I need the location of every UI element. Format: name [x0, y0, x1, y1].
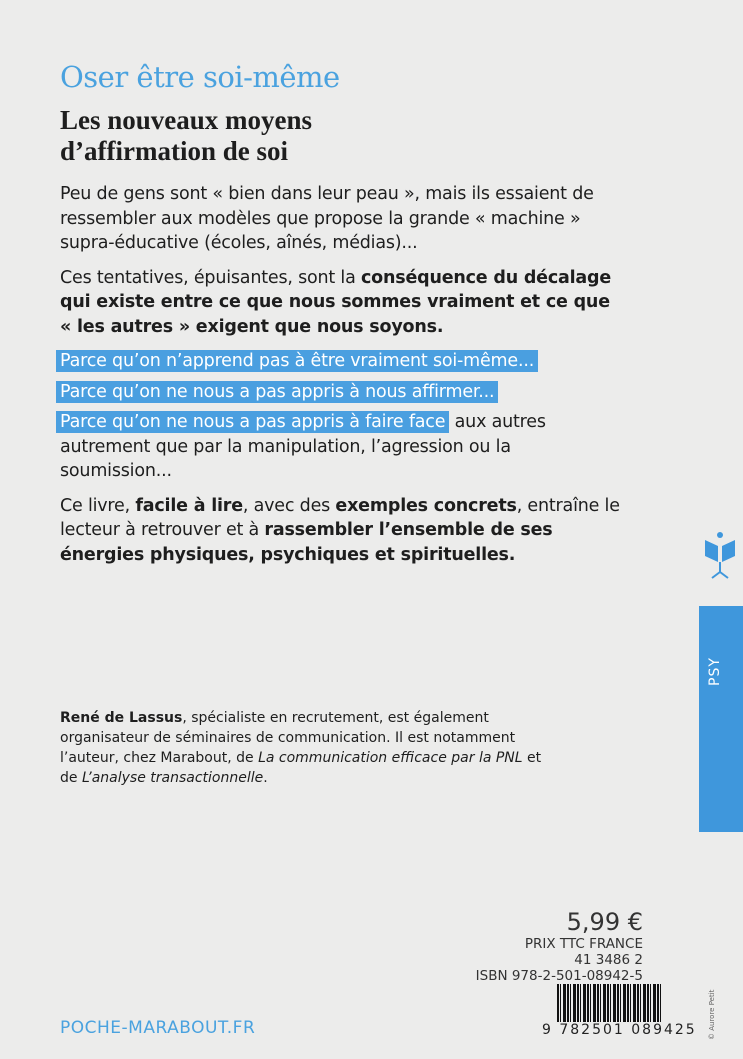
book-subtitle	[60, 105, 312, 167]
p2-text: Ces tentatives, épuisantes, sont la	[60, 267, 361, 288]
p4-e: , entraîne le lecteur à retrouver et à	[60, 495, 620, 540]
price-label: PRIX TTC FRANCE	[524, 936, 643, 952]
price: 5,99 €	[566, 908, 643, 936]
p4-a: Ce livre,	[60, 495, 136, 516]
blurb	[60, 182, 620, 577]
isbn: ISBN 978-2-501-08942-5	[475, 968, 643, 984]
highlight-1	[60, 349, 620, 374]
subtitle-line-1: Les nouveaux moyens	[60, 105, 313, 135]
product-code: 41 3486 2	[574, 952, 643, 968]
bio-text-2: et de	[60, 750, 542, 786]
barcode	[557, 984, 662, 1022]
highlight-text-2: Parce qu’on ne nous a pas appris à nous affirmer...	[56, 381, 498, 403]
p4-f: rassembler l’ensemble de ses énergies physiques, psychiques et spirituelles.	[60, 520, 553, 565]
highlight-3	[60, 410, 620, 484]
barcode-number: 9 782501 089425	[542, 1022, 697, 1038]
price-block	[476, 908, 643, 984]
p4-b: facile à lire	[135, 495, 243, 516]
category-tab	[699, 606, 743, 832]
highlight-text-1: Parce qu’on n’apprend pas à être vraiment soi-même...	[56, 350, 538, 372]
highlight-text-3: Parce qu’on ne nous a pas appris à faire face	[56, 411, 449, 433]
highlight-2	[60, 380, 620, 405]
paragraph-4	[60, 494, 620, 568]
author-bio	[60, 708, 560, 788]
author-name: René de Lassus	[60, 710, 183, 726]
p2-bold: conséquence du décalage qui existe entre ce que nous sommes vraiment et ce que « les autres » exigent que nous soyons.	[60, 267, 612, 337]
book-ref-1: La communication efficace par la PNL	[258, 750, 523, 766]
publisher-url: POCHE-MARABOUT.FR	[60, 1018, 256, 1038]
book-ref-2: L’analyse transactionnelle	[81, 770, 264, 786]
paragraph-2	[60, 266, 620, 340]
bio-text-3: .	[263, 770, 268, 786]
subtitle-line-2: d’affirmation de soi	[60, 136, 288, 166]
category-label: PSY	[707, 657, 723, 686]
book-title: Oser être soi-même	[60, 60, 340, 94]
bio-text: , spécialiste en recrutement, est également organisateur de séminaires de communication. Il est notamment l’auteur, chez Marabout, de	[60, 710, 516, 766]
p4-c: , avec des	[242, 495, 336, 516]
p4-d: exemples concrets	[335, 495, 517, 516]
marabout-reader-logo-icon	[702, 530, 738, 580]
paragraph-1: Peu de gens sont « bien dans leur peau », mais ils essaient de ressembler aux modèles que propose la grande « machine » supra-éducative (écoles, aînés, médias)...	[60, 184, 594, 253]
photo-credit: © Aurore Petit	[708, 989, 716, 1040]
highlight-3-rest: aux autres autrement que par la manipulation, l’agression ou la soumission...	[60, 412, 546, 481]
